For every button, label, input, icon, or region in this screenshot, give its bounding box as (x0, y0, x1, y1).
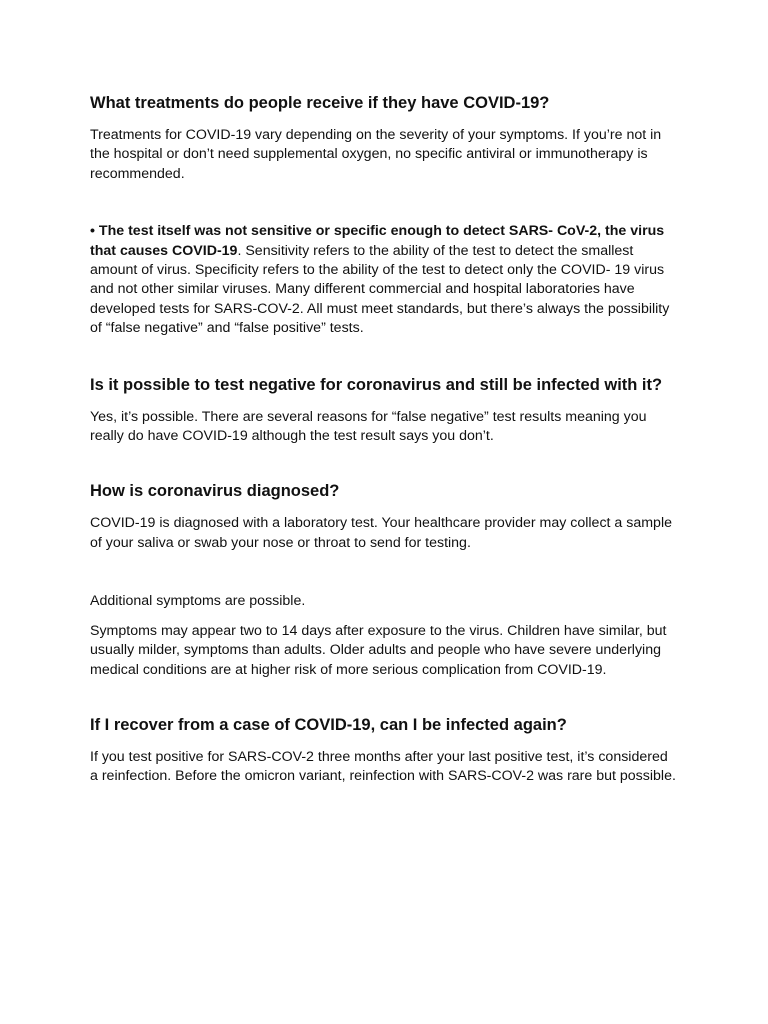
bullet-bold-text: • The test itself was not sensitive or specific enough to detect SARS- CoV-2, the virus that causes COVID-19 (90, 223, 665, 259)
paragraph-test-sensitivity (90, 222, 678, 338)
heading-test-negative: Is it possible to test negative for coronavirus and still be infected with it? (90, 375, 663, 394)
heading-diagnosis: How is coronavirus diagnosed? (90, 482, 340, 501)
paragraph-additional-symptoms: Additional symptoms are possible. (90, 593, 306, 610)
bullet-body-text: . Sensitivity refers to the ability of the test to detect the smallest amount of virus. Specificity refers to the ability of the test to detect only the COVID- 19 virus and not other similar viruses. Many different commercial and hospital laboratories have developed tests for SARS-COV-2. All must meet standards, but there’s always the possibility of “false negative” and “false positive” tests. (90, 242, 670, 337)
paragraph-test-negative: Yes, it’s possible. There are several reasons for “false negative” test results meaning you really do have COVID-19 although the test result says you don’t. (90, 408, 647, 445)
heading-reinfection: If I recover from a case of COVID-19, can I be infected again? (90, 715, 567, 734)
paragraph-symptoms: Symptoms may appear two to 14 days after exposure to the virus. Children have similar, but usually milder, symptoms than adults. Older adults and people who have severe underlying medical conditions are at higher risk of more serious complication from COVID-19. (90, 622, 667, 678)
paragraph-treatments: Treatments for COVID-19 vary depending on the severity of your symptoms. If you’re not in the hospital or don’t need supplemental oxygen, no specific antiviral or immunotherapy is recommended. (90, 127, 662, 182)
heading-treatments: What treatments do people receive if they have COVID-19? (90, 94, 550, 112)
paragraph-reinfection: If you test positive for SARS-COV-2 three months after your last positive test, it’s considered a reinfection. Before the omicron variant, reinfection with SARS-COV-2 was rare but possible. (90, 748, 676, 785)
paragraph-diagnosis: COVID-19 is diagnosed with a laboratory test. Your healthcare provider may collect a sample of your saliva or swab your nose or throat to send for testing. (90, 515, 672, 551)
